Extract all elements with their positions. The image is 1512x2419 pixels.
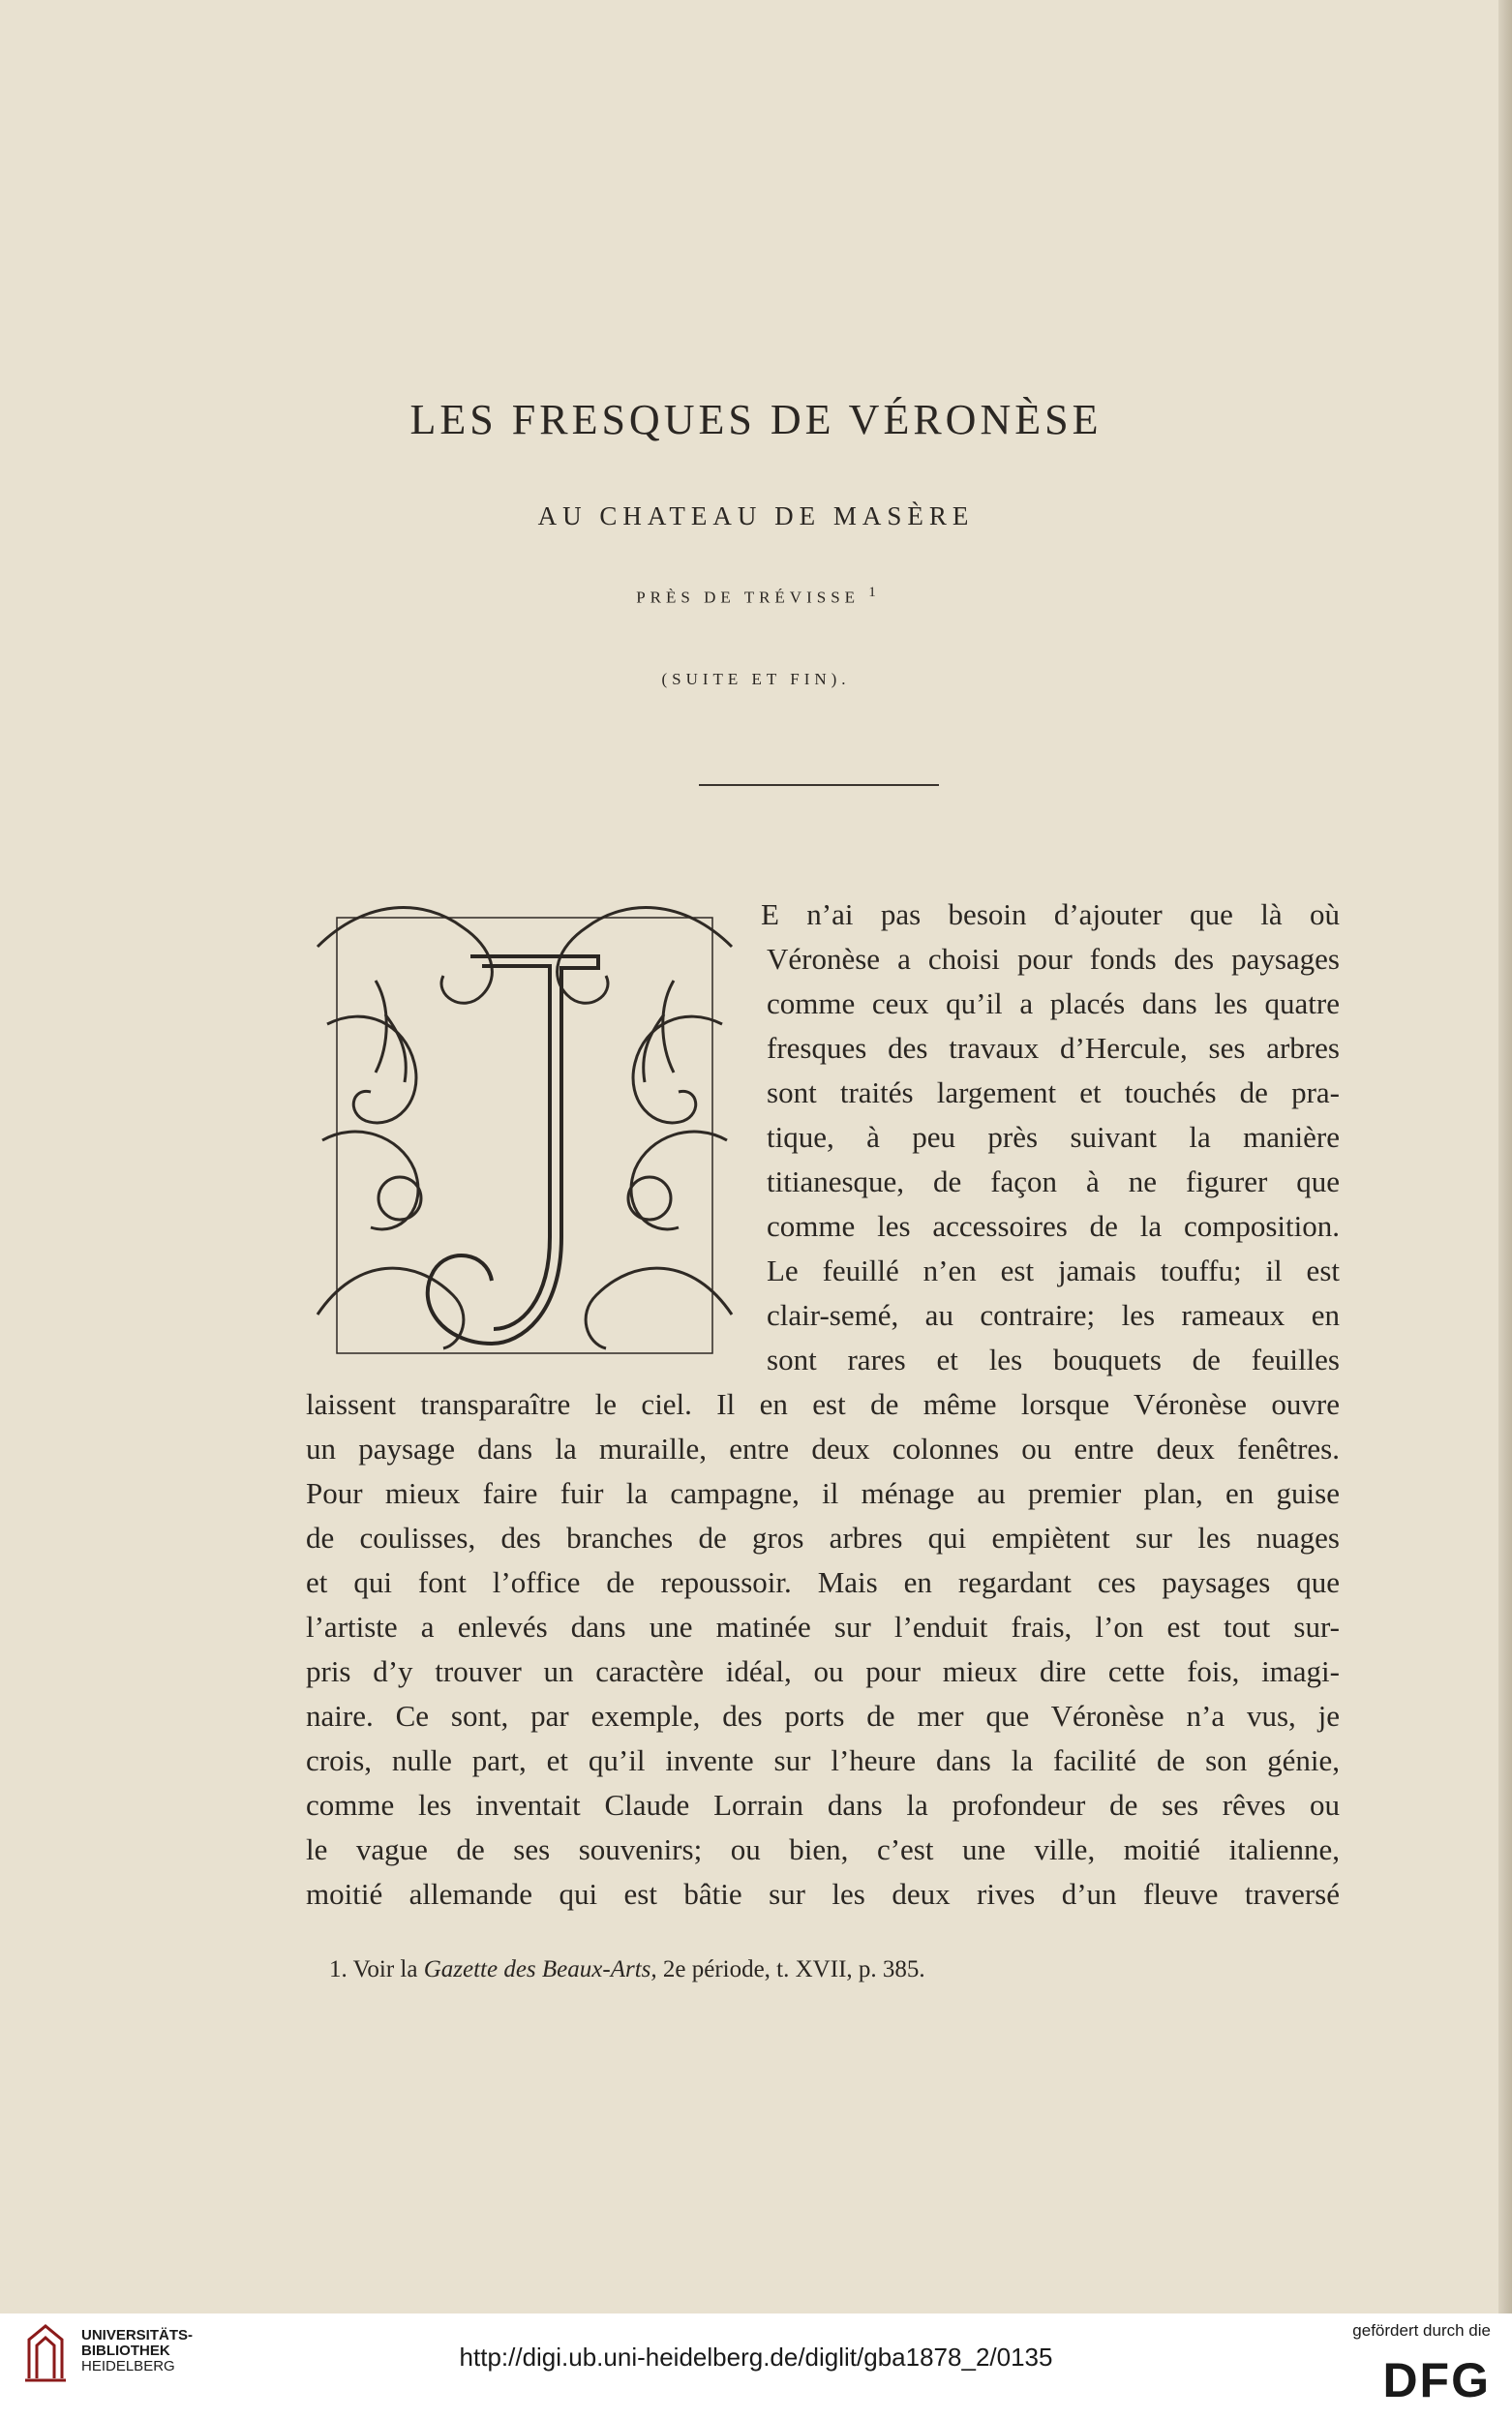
footnote-journal: Gazette des Beaux-Arts, xyxy=(423,1956,657,1982)
library-name-line: HEIDELBERG xyxy=(81,2358,175,2374)
body-line: laissent transparaître le ciel. Il en est de même lorsque Véronèse ouvre xyxy=(306,1387,1340,1421)
footnote-marker: 1 xyxy=(868,585,876,600)
footnote-period: 2e période, t. XVII, p. 385. xyxy=(662,1956,925,1982)
body-line: moitié allemande qui est bâtie sur les deux rives d’un fleuve traversé xyxy=(306,1877,1340,1911)
body-line: clair-semé, au contraire; les rameaux en xyxy=(767,1298,1340,1332)
body-line: comme ceux qu’il a placés dans les quatre xyxy=(767,986,1340,1020)
article-continuation: (SUITE ET FIN). xyxy=(661,670,851,688)
body-line: un paysage dans la muraille, entre deux colonnes ou entre deux fenêtres. xyxy=(306,1432,1340,1466)
article-title: LES FRESQUES DE VÉRONÈSE xyxy=(409,396,1103,443)
body-line: Pour mieux faire fuir la campagne, il ménage au premier plan, en guise xyxy=(306,1476,1340,1510)
location-text: PRÈS DE TRÉVISSE xyxy=(636,588,861,607)
body-line: tique, à peu près suivant la manière xyxy=(767,1120,1340,1154)
footnote-prefix: Voir la xyxy=(352,1956,418,1982)
body-line: E n’ai pas besoin d’ajouter que là où xyxy=(761,897,1340,931)
body-line: titianesque, de façon à ne figurer que xyxy=(767,1164,1340,1198)
library-name-line: UNIVERSITÄTS- xyxy=(81,2327,194,2343)
body-line: fresques des travaux d’Hercule, ses arbres xyxy=(767,1031,1340,1065)
body-line: crois, nulle part, et qu’il invente sur l’heure dans la facilité de son génie, xyxy=(306,1743,1340,1777)
body-line: de coulisses, des branches de gros arbres qui empiètent sur les nuages xyxy=(306,1521,1340,1555)
body-line: l’artiste a enlevés dans une matinée sur l’enduit frais, l’on est tout sur- xyxy=(306,1610,1340,1644)
ornamental-dropcap-icon xyxy=(308,889,741,1373)
page-edge-shadow xyxy=(1498,0,1512,2313)
article-subtitle: AU CHATEAU DE MASÈRE xyxy=(537,501,975,530)
body-line: et qui font l’office de repoussoir. Mais en regardant ces paysages que xyxy=(306,1565,1340,1599)
body-line: pris d’y trouver un caractère idéal, ou pour mieux dire cette fois, imagi- xyxy=(306,1654,1340,1688)
body-line: comme les inventait Claude Lorrain dans la profondeur de ses rêves ou xyxy=(306,1788,1340,1822)
article-location xyxy=(0,585,1512,608)
body-line: sont rares et les bouquets de feuilles xyxy=(767,1343,1340,1376)
body-line: comme les accessoires de la composition. xyxy=(767,1209,1340,1243)
title-rule xyxy=(699,784,939,786)
body-line: le vague de ses souvenirs; ou bien, c’est une ville, moitié italienne, xyxy=(306,1832,1340,1866)
body-line: sont traités largement et touchés de pra- xyxy=(767,1075,1340,1109)
footnote xyxy=(329,1956,925,1983)
sponsor-label: gefördert durch die xyxy=(1352,2321,1491,2340)
permalink-url[interactable]: http://digi.ub.uni-heidelberg.de/diglit/gba1878_2/0135 xyxy=(459,2343,1053,2372)
library-name-line: BIBLIOTHEK xyxy=(81,2343,170,2359)
dfg-logo-icon: DFG xyxy=(1382,2353,1491,2407)
footnote-number: 1. xyxy=(329,1956,348,1982)
body-line: Le feuillé n’en est jamais touffu; il est xyxy=(767,1254,1340,1287)
body-line: Véronèse a choisi pour fonds des paysages xyxy=(767,942,1340,976)
body-line: naire. Ce sont, par exemple, des ports de mer que Véronèse n’a vus, je xyxy=(306,1699,1340,1733)
